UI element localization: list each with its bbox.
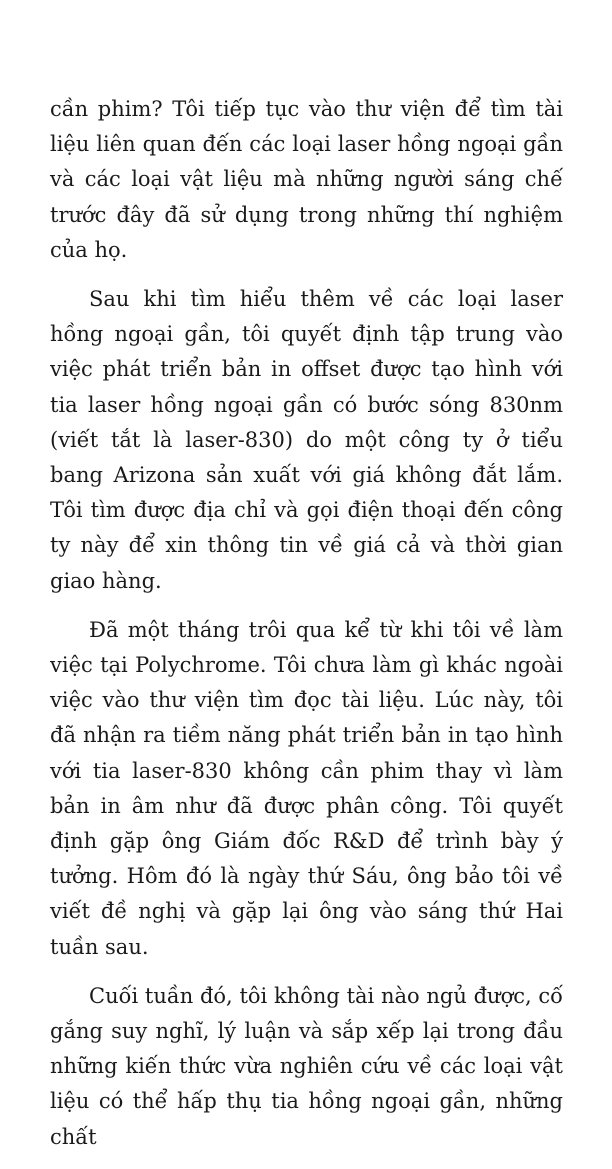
book-page — [50, 92, 563, 1169]
paragraph-1: cần phim? Tôi tiếp tục vào thư viện để tìm tài liệu liên quan đến các loại laser hồng ngoại gần và các loại vật liệu mà những người sáng chế trước đây đã sử dụng trong những thí nghiệm của họ. — [50, 97, 563, 262]
paragraph-4: Cuối tuần đó, tôi không tài nào ngủ được, cố gắng suy nghĩ, lý luận và sắp xếp lại trong đầu những kiến thức vừa nghiên cứu về các loại vật liệu có thể hấp thụ tia hồng ngoại gần, những chất — [50, 983, 563, 1149]
paragraph-2: Sau khi tìm hiểu thêm về các loại laser hồng ngoại gần, tôi quyết định tập trung vào việc phát triển bản in offset được tạo hình với tia laser hồng ngoại gần có bước sóng 830nm (viết tắt là laser-830) do một công ty ở tiểu bang Arizona sản xuất với giá không đắt lắm. Tôi tìm được địa chỉ và gọi điện thoại đến công ty này để xin thông tin về giá cả và thời gian giao hàng. — [50, 287, 563, 593]
paragraph-3: Đã một tháng trôi qua kể từ khi tôi về làm việc tại Polychrome. Tôi chưa làm gì khác ngoài việc vào thư viện tìm đọc tài liệu. Lúc này, tôi đã nhận ra tiềm năng phát triển bản in tạo hình với tia laser-830 không cần phim thay vì làm bản in âm như đã được phân công. Tôi quyết định gặp ông Giám đốc R&D để trình bày ý tưởng. Hôm đó là ngày thứ Sáu, ông bảo tôi về viết đề nghị và gặp lại ông vào sáng thứ Hai tuần sau. — [50, 617, 563, 959]
